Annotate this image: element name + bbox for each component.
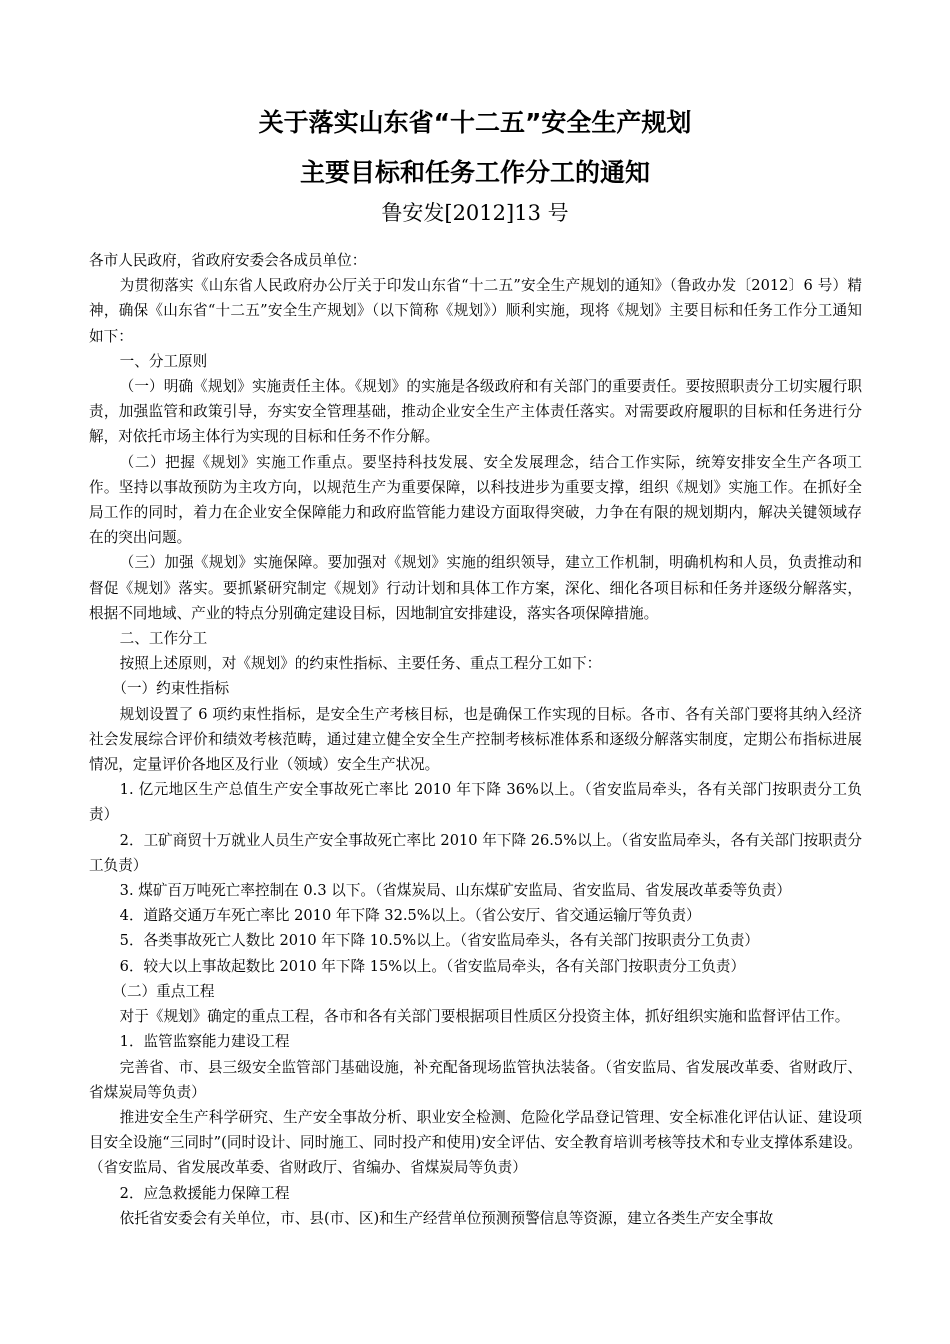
document-title-line1: 关于落实山东省“十二五”安全生产规划 [258,108,692,137]
document-title-line2: 主要目标和任务工作分工的通知 [299,158,650,187]
principle-paragraph-1: （一）明确《规划》实施责任主体。《规划》的实施是各级政府和有关部门的重要责任。要按照职责分工切实履行职责，加强监管和政策引导，夯实安全管理基础，推动企业安全生产主体责任落实。对需要政府履职的目标和任务进行分解，对依托市场主体行为实现的目标和任务不作分解。 [89,378,862,446]
indicator-item: 2．工矿商贸十万就业人员生产安全事故死亡率比 2010 年下降 26.5%以上。（省安监局牵头，各有关部门按职责分工负责） [89,831,862,874]
indicator-item: 3. 煤矿百万吨死亡率控制在 0.3 以下。（省煤炭局、山东煤矿安监局、省安监局、省发展改革委等负责） [119,882,791,900]
project2-heading: 2．应急救援能力保障工程 [119,1184,290,1202]
subsection2-intro: 对于《规划》确定的重点工程，各市和各有关部门要根据项目性质区分投资主体，抓好组织实施和监督评估工作。 [119,1008,850,1026]
document-body [89,248,862,1231]
indicator-item: 1. 亿元地区生产总值生产安全事故死亡率比 2010 年下降 36%以上。（省安监局牵头，各有关部门按职责分工负责） [89,781,862,824]
indicator-item: 6．较大以上事故起数比 2010 年下降 15%以上。（省安监局牵头，各有关部门按职责分工负责） [119,957,746,975]
project1-paragraph-1: 完善省、市、县三级安全监管部门基础设施，补充配备现场监管执法装备。（省安监局、省发展改革委、省财政厅、省煤炭局等负责） [89,1058,862,1101]
intro-paragraph: 为贯彻落实《山东省人民政府办公厅关于印发山东省“十二五”安全生产规划的通知》（鲁政办发〔2012〕6 号）精神，确保《山东省“十二五”安全生产规划》（以下简称《规划》）顺利实施，现将《规划》主要目标和任务工作分工通知如下： [89,277,862,345]
subsection2-heading: （二）重点工程 [112,982,215,1000]
principle-paragraph-3: （三）加强《规划》实施保障。要加强对《规划》实施的组织领导，建立工作机制，明确机构和人员，负责推动和督促《规划》落实。要抓紧研究制定《规划》行动计划和具体工作方案，深化、细化各项目标和任务并逐级分解落实，根据不同地域、产业的特点分别确定建设目标，因地制宜安排建设，落实各项保障措施。 [89,554,862,622]
principle-paragraph-2: （二）把握《规划》实施工作重点。要坚持科技发展、安全发展理念，结合工作实际，统筹安排安全生产各项工作。坚持以事故预防为主攻方向，以规范生产为重要保障，以科技进步为重要支撑，组织《规划》实施工作。在抓好全局工作的同时，着力在企业安全保障能力和政府监管能力建设方面取得突破，力争在有限的规划期内，解决关键领域存在的突出问题。 [89,453,862,547]
section2-intro: 按照上述原则，对《规划》的约束性指标、主要任务、重点工程分工如下： [119,655,602,673]
salutation: 各市人民政府，省政府安委会各成员单位： [89,252,367,269]
subsection1-heading: （一）约束性指标 [112,680,230,698]
indicator-item: 4．道路交通万车死亡率比 2010 年下降 32.5%以上。（省公安厅、省交通运输厅等负责） [119,907,701,925]
section2-heading: 二、工作分工 [119,630,208,648]
project1-heading: 1．监管监察能力建设工程 [119,1033,290,1051]
project1-paragraph-2: 推进安全生产科学研究、生产安全事故分析、职业安全检测、危险化学品登记管理、安全标准化评估认证、建设项目安全设施“三同时”(同时设计、同时施工、同时投产和使用)安全评估、安全教育培训考核等技术和专业支撑体系建设。（省安监局、省发展改革委、省财政厅、省编办、省煤炭局等负责） [89,1108,862,1177]
document-number: 鲁安发[2012]13 号 [381,201,569,225]
indicator-item: 5．各类事故死亡人数比 2010 年下降 10.5%以上。（省安监局牵头，各有关部门按职责分工负责） [119,932,760,950]
section1-heading: 一、分工原则 [119,352,208,370]
subsection1-intro: 规划设置了 6 项约束性指标，是安全生产考核目标，也是确保工作实现的目标。各市、各有关部门要将其纳入经济社会发展综合评价和绩效考核范畴，通过建立健全安全生产控制考核标准体系和逐级分解落实制度，定期公布指标进展情况，定量评价各地区及行业（领域）安全生产状况。 [89,705,862,774]
project2-paragraph-1: 依托省安委会有关单位，市、县(市、区)和生产经营单位预测预警信息等资源，建立各类生产安全事故 [119,1209,774,1227]
